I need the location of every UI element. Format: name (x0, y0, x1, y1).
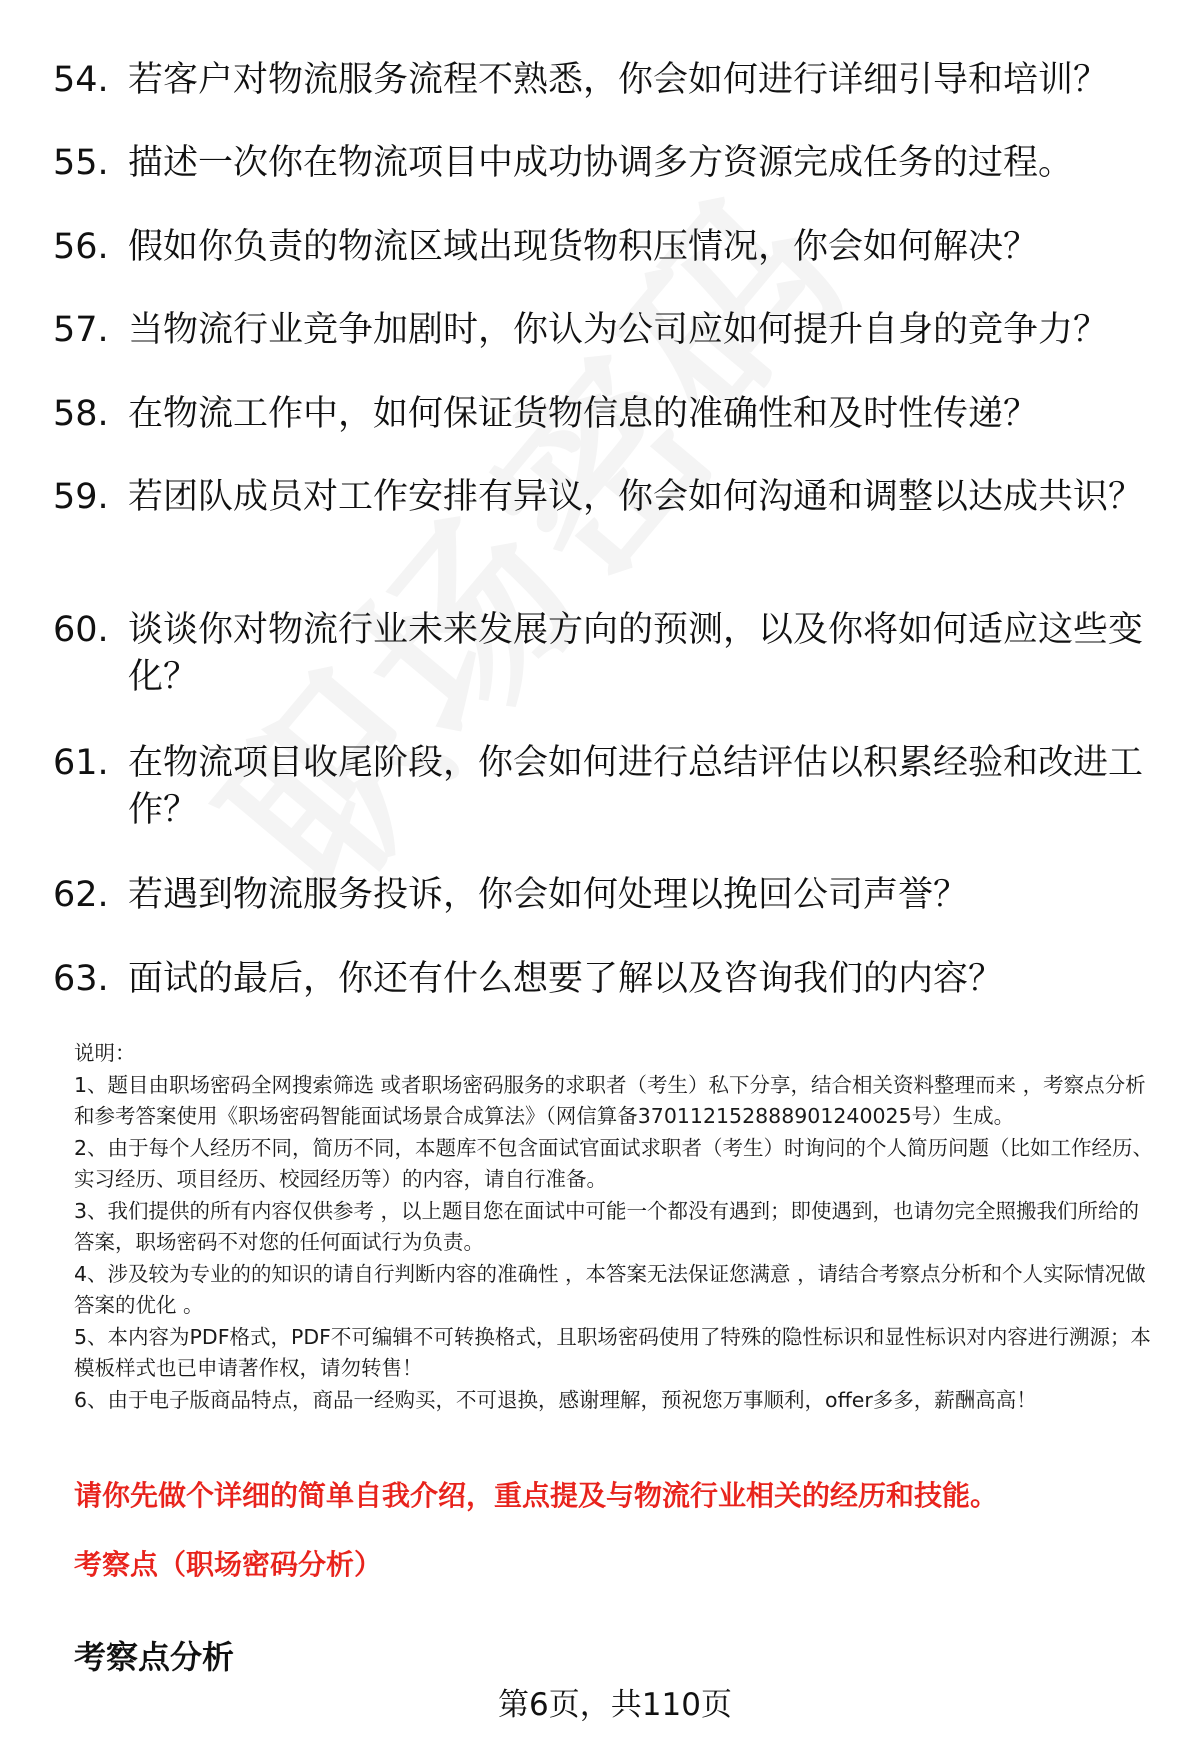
question-number: 61. (53, 743, 109, 783)
question-text: 若遇到物流服务投诉，你会如何处理以挽回公司声誉？ (128, 875, 969, 915)
note-item: 5、本内容为PDF格式，PDF不可编辑不可转换格式，且职场密码使用了特殊的隐性标识和显性标识对内容进行溯源；本模板样式也已申请著作权，请勿转售！ (74, 1324, 1151, 1380)
question-number: 54. (53, 60, 109, 100)
question-text: 当物流行业竞争加剧时，你认为公司应如何提升自身的竞争力？ (128, 310, 1109, 350)
question-text: 在物流项目收尾阶段，你会如何进行总结评估以积累经验和改进工作？ (128, 743, 1144, 830)
question-text: 谈谈你对物流行业未来发展方向的预测，以及你将如何适应这些变化？ (128, 610, 1144, 697)
question-item (53, 224, 1148, 271)
question-number: 56. (53, 227, 109, 267)
highlight-question: 请你先做个详细的简单自我介绍，重点提及与物流行业相关的经历和技能。 (74, 1479, 999, 1512)
question-number: 62. (53, 875, 109, 915)
analysis-label: 考察点（职场密码分析） (74, 1548, 383, 1581)
question-number: 60. (53, 610, 109, 650)
note-item: 6、由于电子版商品特点，商品一经购买，不可退换，感谢理解，预祝您万事顺利，offer多多，薪酬高高！ (74, 1387, 1037, 1412)
section-title: 考察点分析 (74, 1638, 235, 1676)
question-item (53, 307, 1148, 354)
note-item: 3、我们提供的所有内容仅供参考 ，以上题目您在面试中可能一个都没有遇到；即使遇到，也请勿完全照搬我们所给的答案，职场密码不对您的任何面试行为负责。 (74, 1198, 1140, 1254)
question-number: 63. (53, 959, 109, 999)
notes-title: 说明： (74, 1041, 136, 1065)
question-text: 面试的最后，你还有什么想要了解以及咨询我们的内容？ (128, 959, 1004, 999)
question-text: 若团队成员对工作安排有异议，你会如何沟通和调整以达成共识？ (128, 477, 1144, 517)
question-item (53, 140, 1148, 187)
question-item (53, 872, 1148, 919)
question-number: 58. (53, 394, 109, 434)
question-text: 假如你负责的物流区域出现货物积压情况，你会如何解决？ (128, 227, 1039, 267)
question-item (53, 956, 1148, 1003)
question-text: 在物流工作中，如何保证货物信息的准确性和及时性传递？ (128, 394, 1039, 434)
question-text: 描述一次你在物流项目中成功协调多方资源完成任务的过程。 (128, 143, 1074, 183)
notes-block (74, 1038, 1159, 1416)
page-footer: 第6页，共110页 (498, 1687, 732, 1723)
question-item (53, 57, 1148, 104)
question-number: 59. (53, 477, 109, 517)
question-number: 57. (53, 310, 109, 350)
question-item (53, 607, 1148, 701)
question-number: 55. (53, 143, 109, 183)
question-item (53, 740, 1148, 834)
note-item: 4、涉及较为专业的的知识的请自行判断内容的准确性 ，本答案无法保证您满意 ，请结合考察点分析和个人实际情况做答案的优化 。 (74, 1261, 1146, 1317)
question-text: 若客户对物流服务流程不熟悉，你会如何进行详细引导和培训？ (128, 60, 1109, 100)
question-item (53, 474, 1148, 521)
note-item: 1、题目由职场密码全网搜索筛选 或者职场密码服务的求职者（考生）私下分享，结合相关资料整理而来 ，考察点分析和参考答案使用《职场密码智能面试场景合成算法》（网信算备370112152888901240025号）生成。 (74, 1072, 1146, 1128)
question-item (53, 391, 1148, 438)
note-item: 2、由于每个人经历不同，简历不同，本题库不包含面试官面试求职者（考生）时询问的个人简历问题（比如工作经历、实习经历、项目经历、校园经历等）的内容，请自行准备。 (74, 1135, 1154, 1191)
